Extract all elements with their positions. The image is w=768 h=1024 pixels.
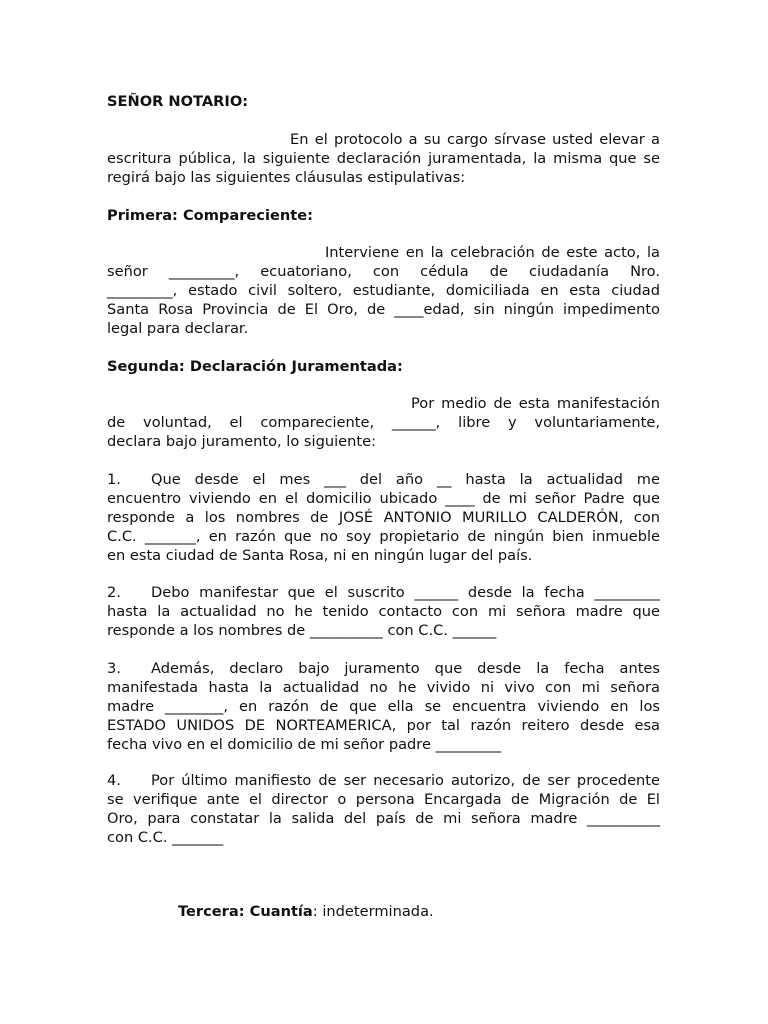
- primera-line: Interviene en la celebración de este acto, la: [325, 244, 660, 261]
- item-line: responde a los nombres de __________ con C.C. ______: [107, 622, 497, 639]
- item-line: responde a los nombres de JOSÉ ANTONIO MURILLO CALDERÓN, con: [107, 509, 660, 526]
- item-line: en esta ciudad de Santa Rosa, ni en ningún lugar del país.: [107, 547, 533, 564]
- item-line: madre ________, en razón de que ella se encuentra viviendo en los: [107, 698, 660, 715]
- primera-line: señor _________, ecuatoriano, con cédula de ciudadanía Nro.: [107, 263, 660, 280]
- clause-tercera-value: : indeterminada.: [312, 903, 434, 920]
- item-line: Además, declaro bajo juramento que desde la fecha antes: [151, 660, 660, 677]
- declaration-item-4: [107, 771, 660, 847]
- clause-primera-paragraph: [107, 243, 660, 338]
- primera-line: legal para declarar.: [107, 320, 249, 337]
- item-number: 2.: [107, 584, 121, 601]
- segunda-line: Por medio de esta manifestación: [411, 395, 660, 412]
- item-line: hasta la actualidad no he tenido contacto con mi señora madre que: [107, 603, 660, 620]
- primera-line: _________, estado civil soltero, estudiante, domiciliada en esta ciudad: [107, 282, 660, 299]
- item-number: 1.: [107, 471, 121, 488]
- item-number: 3.: [107, 660, 121, 677]
- declaration-item-2: [107, 583, 660, 640]
- clause-tercera: [178, 902, 434, 921]
- document-title: SEÑOR NOTARIO:: [107, 93, 249, 110]
- segunda-line: declara bajo juramento, lo siguiente:: [107, 433, 376, 450]
- segunda-line: de voluntad, el compareciente, ______, libre y voluntariamente,: [107, 414, 660, 431]
- item-line: manifestada hasta la actualidad no he vivido ni vivo con mi señora: [107, 679, 660, 696]
- intro-paragraph: [107, 130, 660, 187]
- item-line: Por último manifiesto de ser necesario autorizo, de ser procedente: [151, 772, 660, 789]
- intro-line: En el protocolo a su cargo sírvase usted elevar a: [290, 131, 660, 148]
- item-line: fecha vivo en el domicilio de mi señor padre _________: [107, 736, 502, 753]
- item-line: se verifique ante el director o persona Encargada de Migración de El: [107, 791, 660, 808]
- clause-primera-heading: Primera: Compareciente:: [107, 207, 313, 224]
- item-line: encuentro viviendo en el domicilio ubicado ____ de mi señor Padre que: [107, 490, 660, 507]
- item-line: Que desde el mes ___ del año __ hasta la actualidad me: [151, 471, 660, 488]
- item-line: Oro, para constatar la salida del país de mi señora madre __________: [107, 810, 660, 827]
- clause-tercera-heading: Tercera: Cuantía: [178, 903, 313, 920]
- intro-line: escritura pública, la siguiente declaración juramentada, la misma que se: [107, 150, 660, 167]
- clause-segunda-heading: Segunda: Declaración Juramentada:: [107, 358, 403, 375]
- intro-line: regirá bajo las siguientes cláusulas estipulativas:: [107, 169, 466, 186]
- item-line: con C.C. _______: [107, 829, 224, 846]
- declaration-item-3: [107, 659, 660, 754]
- declaration-item-1: [107, 470, 660, 565]
- item-number: 4.: [107, 772, 121, 789]
- item-line: C.C. _______, en razón que no soy propietario de ningún bien inmueble: [107, 528, 660, 545]
- item-line: Debo manifestar que el suscrito ______ desde la fecha _________: [151, 584, 660, 601]
- primera-line: Santa Rosa Provincia de El Oro, de ____edad, sin ningún impedimento: [107, 301, 660, 318]
- clause-segunda-paragraph: [107, 394, 660, 451]
- item-line: ESTADO UNIDOS DE NORTEAMERICA, por tal razón reitero desde esa: [107, 717, 660, 734]
